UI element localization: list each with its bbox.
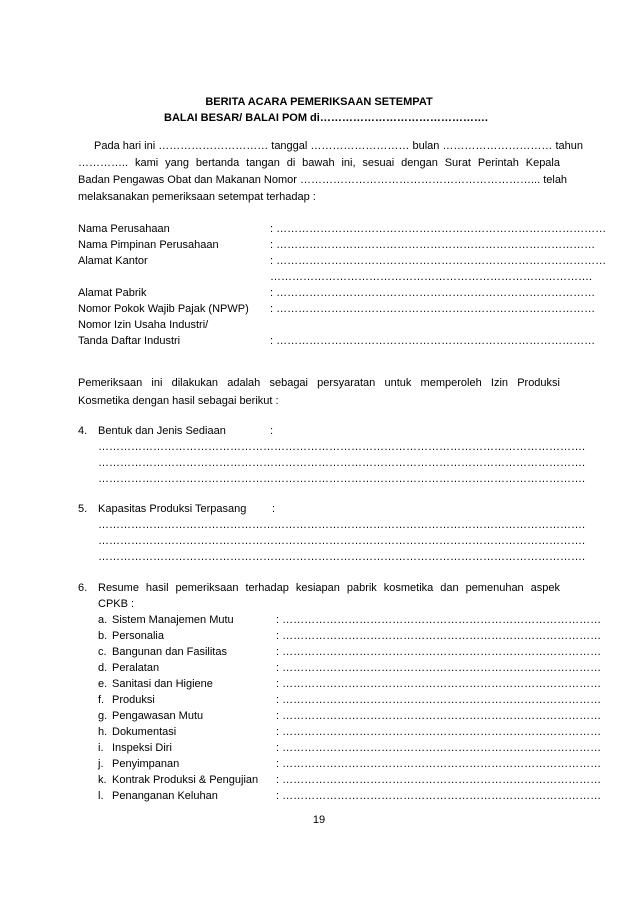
section-5-line-3: ……………………………………………………………………………………………………………………. <box>98 551 586 563</box>
intro-line-3: Badan Pengawas Obat dan Makanan Nomor ………………………………………………………... telah <box>78 174 568 186</box>
cpkb-item-label: Penanganan Keluhan <box>112 790 218 802</box>
cpkb-item-letter: c. <box>98 646 107 658</box>
cpkb-item-label: Inspeksi Diri <box>112 742 172 754</box>
cpkb-item-value: : …………………………………………………………………………… <box>276 790 602 802</box>
cpkb-item-value: : …………………………………………………………………………… <box>276 614 602 626</box>
field-value-npwp: : …………………………………………………………………………… <box>270 303 596 315</box>
section-4-line-3: ……………………………………………………………………………………………………………………. <box>98 473 586 485</box>
cpkb-item-value: : …………………………………………………………………………… <box>276 630 602 642</box>
cpkb-item-letter: g. <box>98 710 108 722</box>
cpkb-item-letter: h. <box>98 726 108 738</box>
cpkb-item-label: Pengawasan Mutu <box>112 710 204 722</box>
section-5-line-2: ……………………………………………………………………………………………………………………. <box>98 535 586 547</box>
intro-line-4: melaksanakan pemeriksaan setempat terhadap : <box>78 191 316 203</box>
purpose-line-2: Kosmetika dengan hasil sebagai berikut : <box>78 395 279 407</box>
document-page <box>78 0 607 903</box>
section-5-label: Kapasitas Produksi Terpasang <box>98 503 247 515</box>
field-value-industry-registration: : …………………………………………………………………………… <box>270 335 596 347</box>
cpkb-item-letter: b. <box>98 630 108 642</box>
cpkb-item-letter: l. <box>98 790 104 802</box>
section-4-colon: : <box>270 425 274 437</box>
cpkb-item-letter: e. <box>98 678 108 690</box>
page-number: 19 <box>312 814 326 826</box>
cpkb-item-value: : …………………………………………………………………………… <box>276 662 602 674</box>
cpkb-item-letter: k. <box>98 774 107 786</box>
field-value-office-address: : ……………………………………………………………………………… <box>270 255 607 267</box>
field-value-office-address-cont: ……………………………………………………………………………. <box>270 271 593 283</box>
cpkb-item-value: : …………………………………………………………………………… <box>276 678 602 690</box>
field-label-npwp: Nomor Pokok Wajib Pajak (NPWP) <box>78 303 249 315</box>
cpkb-item-label: Sistem Manajemen Mutu <box>112 614 234 626</box>
cpkb-item-label: Produksi <box>112 694 155 706</box>
field-label-company-name: Nama Perusahaan <box>78 223 170 235</box>
field-label-office-address: Alamat Kantor <box>78 255 148 267</box>
field-label-industry-permit: Nomor Izin Usaha Industri/ <box>78 319 209 331</box>
field-value-factory-address: : …………………………………………………………………………… <box>270 287 596 299</box>
cpkb-item-value: : …………………………………………………………………………… <box>276 726 602 738</box>
cpkb-item-value: : …………………………………………………………………………… <box>276 758 602 770</box>
section-4-label: Bentuk dan Jenis Sediaan <box>98 425 226 437</box>
intro-line-2: ………….. kami yang bertanda tangan di bawah ini, sesuai dengan Surat Perintah Kepala <box>78 157 560 169</box>
intro-line-1: Pada hari ini ………………………… tanggal ……………………… bulan ………………………… tahun <box>94 140 584 152</box>
cpkb-item-value: : …………………………………………………………………………… <box>276 774 602 786</box>
cpkb-item-label: Kontrak Produksi & Pengujian <box>112 774 259 786</box>
cpkb-item-label: Sanitasi dan Higiene <box>112 678 213 690</box>
section-5-number: 5. <box>78 503 88 515</box>
section-6-number: 6. <box>78 582 88 594</box>
document-title: BERITA ACARA PEMERIKSAAN SETEMPAT <box>205 96 433 108</box>
field-label-factory-address: Alamat Pabrik <box>78 287 147 299</box>
section-6-line-1: Resume hasil pemeriksaan terhadap kesiapan pabrik kosmetika dan pemenuhan aspek <box>98 582 560 594</box>
cpkb-item-value: : …………………………………………………………………………… <box>276 710 602 722</box>
purpose-line-1: Pemeriksaan ini dilakukan adalah sebagai persyaratan untuk memperoleh Izin Produksi <box>78 377 560 389</box>
section-4-line-2: ……………………………………………………………………………………………………………………. <box>98 457 586 469</box>
field-value-company-name: : ……………………………………………………………………………… <box>270 223 607 235</box>
cpkb-item-value: : …………………………………………………………………………… <box>276 694 602 706</box>
section-6-line-2: CPKB : <box>98 598 135 610</box>
document-subtitle: BALAI BESAR/ BALAI POM di………………………………………. <box>164 112 488 124</box>
field-value-director-name: : …………………………………………………………………………… <box>270 239 596 251</box>
cpkb-item-letter: f. <box>98 694 105 706</box>
cpkb-item-letter: i. <box>98 742 104 754</box>
cpkb-item-letter: j. <box>98 758 104 770</box>
cpkb-item-letter: a. <box>98 614 108 626</box>
section-4-number: 4. <box>78 425 88 437</box>
cpkb-item-label: Peralatan <box>112 662 160 674</box>
cpkb-item-label: Penyimpanan <box>112 758 180 770</box>
cpkb-item-label: Personalia <box>112 630 164 642</box>
cpkb-item-value: : …………………………………………………………………………… <box>276 646 602 658</box>
cpkb-item-value: : …………………………………………………………………………… <box>276 742 602 754</box>
section-5-line-1: ……………………………………………………………………………………………………………………. <box>98 519 586 531</box>
field-label-director-name: Nama Pimpinan Perusahaan <box>78 239 219 251</box>
cpkb-item-label: Dokumentasi <box>112 726 177 738</box>
section-4-line-1: ……………………………………………………………………………………………………………………. <box>98 441 586 453</box>
cpkb-item-letter: d. <box>98 662 108 674</box>
field-label-industry-registration: Tanda Daftar Industri <box>78 335 181 347</box>
cpkb-item-label: Bangunan dan Fasilitas <box>112 646 227 658</box>
section-5-colon: : <box>272 503 276 515</box>
